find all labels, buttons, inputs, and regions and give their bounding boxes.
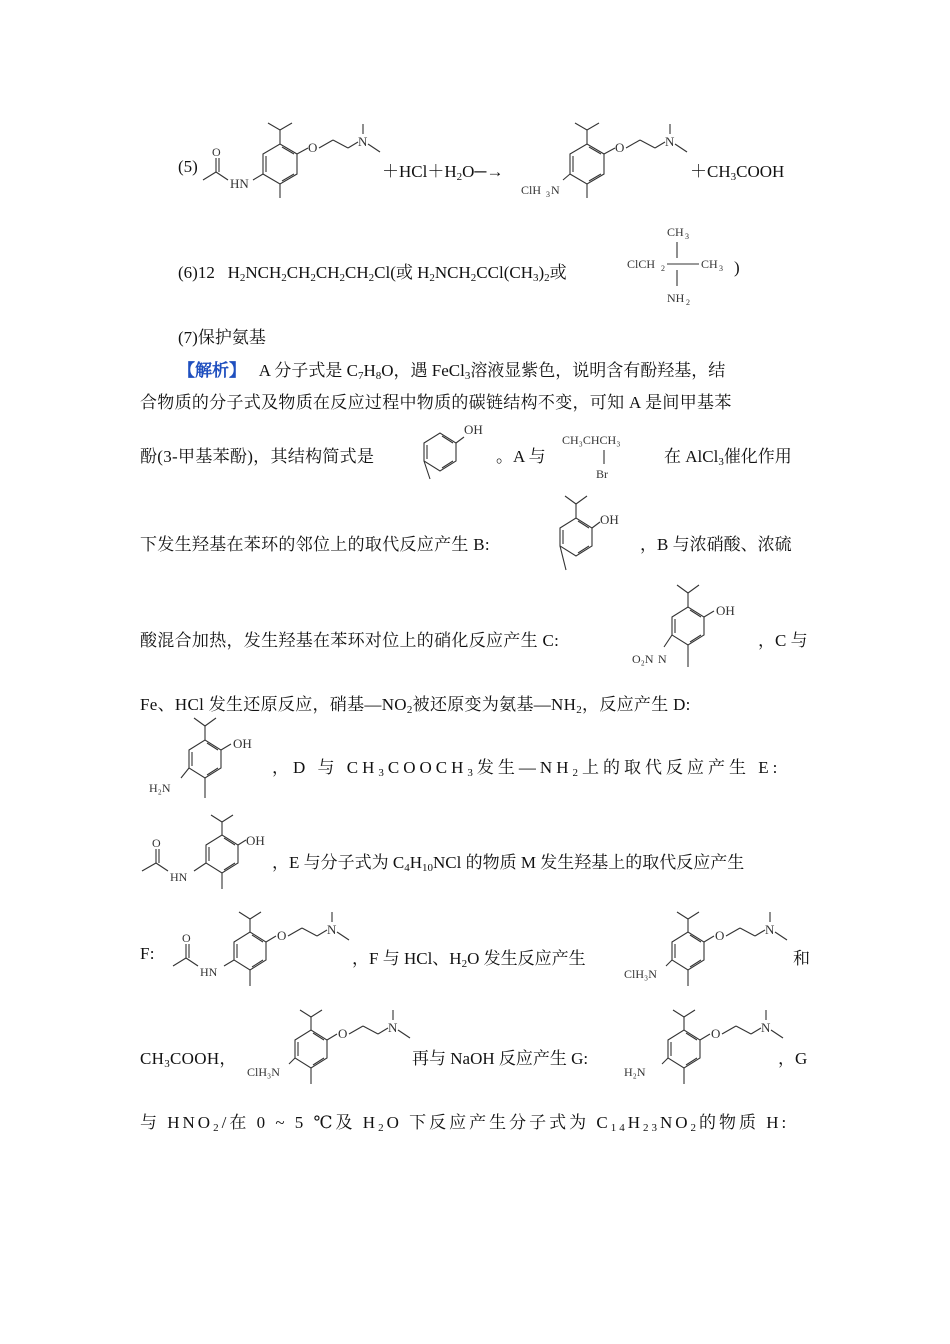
analysis-line-4b: ，B 与浓硝酸、浓硫 (640, 535, 792, 554)
analysis-line-3a: 酚(3-甲基苯酚)，其结构简式是 (140, 447, 375, 466)
svg-text:OH: OH (600, 512, 619, 527)
svg-text:OH: OH (716, 603, 735, 618)
svg-text:O: O (277, 928, 287, 943)
svg-text:HN: HN (230, 176, 249, 191)
analysis-line-10c: 再与 NaOH 反应产生 G: (412, 1049, 589, 1068)
svg-text:N: N (665, 134, 675, 149)
analysis-line-4a: 下发生羟基在苯环的邻位上的取代反应产生 B: (140, 535, 490, 554)
analysis-line-3b: 。A 与 (496, 447, 546, 466)
analysis-line-10d: ，G (778, 1049, 808, 1068)
analysis-line-2: 合物质的分子式及物质在反应过程中物质的碳链结构不变，可知 A 是间甲基苯 (140, 393, 732, 412)
q6-answer: (6)12 $H_2NCH_2CH_2CH_2CH_2Cl$(或 $H_2NCH_2CCl(CH_3)_2$或 (178, 263, 567, 284)
svg-text:3: 3 (546, 190, 550, 199)
svg-text:ClH₃N: ClH₃N (624, 967, 657, 981)
molecule-a (412, 415, 492, 485)
analysis-line-9d: 和 (793, 949, 810, 968)
molecule-b (548, 492, 638, 582)
svg-text:ClH₃N: ClH₃N (247, 1065, 280, 1079)
analysis-line-8: ，E 与分子式为 $C_4H_{10}NCl$ 的物质 M 发生羟基上的取代反应产生 (272, 853, 745, 874)
svg-text:O: O (715, 928, 725, 943)
svg-text:HN: HN (200, 965, 218, 979)
svg-text:CH: CH (701, 257, 718, 271)
q5-number: (5) (178, 157, 198, 176)
q5-byproduct: $+CH_3COOH$ (690, 162, 785, 183)
molecule-salt-2 (245, 1010, 415, 1090)
analysis-line-10a: $CH_3COOH$， (140, 1049, 237, 1070)
molecule-tert-butyl (627, 222, 737, 312)
analysis-line-5a: 酸混合加热，发生羟基在苯环对位上的硝化反应产生 C: (140, 631, 560, 650)
svg-text:O₂N: O₂N (632, 652, 654, 666)
svg-text:H₂N: H₂N (149, 781, 171, 795)
o-label: O (308, 140, 318, 155)
q5-reagents: $+HCl+H_2O─\to$ (382, 162, 504, 183)
analysis-line-9a: F: (140, 944, 155, 963)
svg-text:2: 2 (686, 298, 690, 307)
molecule-salt-analysis (622, 912, 792, 992)
molecule-d (145, 718, 275, 802)
analysis-line-1: 【解析】 A 分子式是 $C_7H_8O$，遇 FeCl$_3$溶液显紫色，说明含有酚羟基，结 (178, 361, 726, 382)
svg-text:H₂N: H₂N (624, 1065, 646, 1079)
svg-text:3: 3 (685, 232, 689, 241)
molecule-g (618, 1010, 788, 1090)
svg-text:N: N (551, 183, 560, 197)
analysis-line-3c: 在 AlCl$_3$催化作用 (664, 447, 792, 468)
analysis-line-5b: ，C 与 (758, 631, 808, 650)
analysis-line-11: 与 $HNO_2/$在 0 ~ 5 ℃及 $H_2O$ 下反应产生分子式为 $C_{14}H_{23}NO_2$的物质 H: (140, 1113, 790, 1134)
svg-text:N: N (658, 652, 667, 666)
svg-text:HN: HN (170, 870, 188, 884)
svg-text:N: N (765, 922, 775, 937)
svg-text:O: O (212, 145, 221, 159)
svg-text:O: O (615, 140, 625, 155)
svg-text:OH: OH (464, 422, 483, 437)
svg-text:OH: OH (246, 833, 265, 848)
molecule-f (198, 122, 388, 212)
svg-text:N: N (761, 1020, 771, 1035)
molecule-bromopropane (562, 430, 662, 486)
analysis-tag: 【解析】 (178, 361, 246, 380)
molecule-c (628, 585, 758, 675)
svg-text:3: 3 (719, 264, 723, 273)
svg-text:ClH: ClH (521, 183, 542, 197)
svg-text:O: O (711, 1026, 721, 1041)
svg-text:ClCH: ClCH (627, 257, 656, 271)
molecule-e (140, 815, 270, 891)
analysis-line-6: Fe、HCl 发生还原反应，硝基$—NO_2$被还原变为氨基$—NH_2$，反应产生 D: (140, 695, 691, 716)
q7-answer: (7)保护氨基 (178, 328, 266, 347)
svg-text:2: 2 (661, 264, 665, 273)
q6-close: ) (734, 258, 740, 277)
svg-text:N: N (327, 922, 337, 937)
svg-text:N: N (358, 134, 368, 149)
svg-text:Br: Br (596, 467, 608, 481)
analysis-line-7: ，D 与 $CH_3COOCH_3$发生$—NH_2$上的取代反应产生 E: (272, 758, 782, 779)
svg-text:CH: CH (667, 225, 684, 239)
svg-text:O: O (338, 1026, 348, 1041)
svg-text:O: O (152, 836, 161, 850)
analysis-line-9b: ，F 与 HCl、$H_2O$ 发生反应产生 (352, 949, 586, 970)
svg-text:N: N (388, 1020, 398, 1035)
svg-text:NH: NH (667, 291, 685, 305)
svg-text:CH₃CHCH₃: CH₃CHCH₃ (562, 433, 621, 447)
svg-text:O: O (182, 931, 191, 945)
molecule-amine-salt (515, 122, 695, 212)
svg-text:OH: OH (233, 736, 252, 751)
molecule-f-analysis (172, 912, 362, 992)
